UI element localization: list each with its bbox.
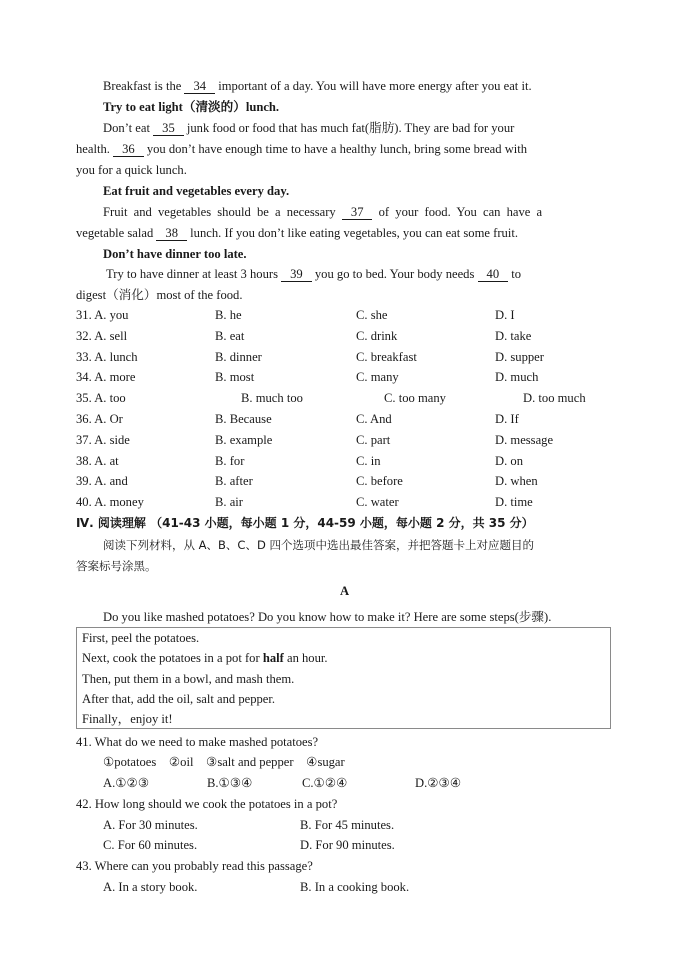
option-d: D. too much (523, 391, 586, 406)
heading-fruit-vegetables: Eat fruit and vegetables every day. (103, 184, 290, 198)
option-n: 37. A. side (76, 432, 130, 447)
option-row (76, 367, 616, 387)
text: half (262, 651, 284, 665)
passage-line-6 (76, 223, 518, 243)
option-n: 31. A. you (76, 308, 129, 322)
option-b: B. air (215, 495, 243, 510)
option-d: D. take (495, 328, 532, 343)
text: Don’t eat (103, 121, 154, 135)
text: lunch. If you don’t like eating vegetables, you can eat some fruit. (187, 226, 518, 240)
option-d: D. message (495, 432, 554, 447)
heading-light-lunch: Try to eat light（清淡的）lunch. (103, 100, 280, 114)
text: Try to have dinner at least 3 hours (106, 267, 282, 281)
option-row (76, 347, 616, 367)
option-n: 33. A. lunch (76, 349, 138, 364)
q41-option-d: D.②③④ (415, 776, 462, 790)
step-2 (82, 648, 328, 668)
option-c: C. before (356, 474, 403, 489)
option-d: D. I (495, 308, 515, 322)
text: you don’t have enough time to have a healthy lunch, bring some bread with (143, 142, 528, 156)
blank-36: 36 (113, 142, 144, 157)
passage-line-1 (103, 76, 613, 96)
q42-option-d: D. For 90 minutes. (300, 838, 395, 852)
option-n: 36. A. Or (76, 412, 123, 426)
option-b: B. dinner (215, 349, 262, 364)
option-b: B. example (215, 432, 273, 447)
blank-40: 40 (478, 267, 509, 282)
passage-label: A (340, 584, 350, 598)
option-row (76, 305, 616, 325)
blank-35: 35 (153, 121, 184, 136)
option-n: 40. A. money (76, 495, 144, 510)
option-row (76, 430, 616, 450)
question-43: 43. Where can you probably read this passage? (76, 859, 313, 873)
option-b: B. much too (241, 391, 303, 406)
option-b: B. most (215, 370, 255, 385)
section-4-instruction-1: 阅读下列材料，从 A、B、C、D 四个选项中选出最佳答案，并把答题卡上对应题目的 (103, 538, 534, 552)
step-5: Finally，enjoy it! (82, 712, 173, 726)
q41-option-c: C.①②④ (302, 776, 348, 790)
passage-line-8: digest（消化）most of the food. (76, 288, 243, 302)
option-c: C. part (356, 432, 391, 447)
option-c: C. in (356, 453, 381, 468)
q41-option-b: B.①③④ (207, 776, 253, 790)
section-4-instruction-2: 答案标号涂黑。 (76, 559, 157, 573)
option-b: B. eat (215, 328, 245, 343)
step-1: First, peel the potatoes. (82, 631, 200, 645)
text: you go to bed. Your body needs (311, 267, 478, 281)
passage-line-7 (106, 264, 616, 284)
option-row (76, 492, 616, 512)
blank-39: 39 (281, 267, 312, 282)
section-4-title: Ⅳ. 阅读理解 （41-43 小题，每小题 1 分，44-59 小题，每小题 2 分，共 35 分） (76, 516, 534, 530)
option-d: D. on (495, 453, 523, 468)
option-n: 32. A. sell (76, 328, 128, 343)
q42-option-b: B. For 45 minutes. (300, 818, 395, 832)
option-row (76, 471, 616, 491)
option-d: D. when (495, 474, 538, 489)
passage-line-4: you for a quick lunch. (76, 163, 187, 177)
passage-line-5 (103, 202, 613, 222)
steps-box (76, 627, 611, 729)
option-b: B. Because (215, 412, 272, 426)
option-n: 34. A. more (76, 370, 136, 385)
question-41-items: ①potatoes ②oil ③salt and pepper ④sugar (103, 755, 345, 769)
blank-38: 38 (156, 226, 187, 241)
option-c: C. And (356, 412, 392, 426)
option-d: D. time (495, 495, 533, 510)
text: Fruit and vegetables should be a necessary (103, 205, 342, 219)
text: of your food. You can have a (372, 205, 543, 219)
option-row (76, 388, 616, 408)
q42-option-a: A. For 30 minutes. (103, 818, 198, 832)
option-row (76, 326, 616, 346)
step-3: Then, put them in a bowl, and mash them. (82, 672, 295, 686)
option-row (76, 409, 616, 429)
passage-a-intro: Do you like mashed potatoes? Do you know how to make it? Here are some steps(步骤). (103, 610, 552, 624)
question-42: 42. How long should we cook the potatoes in a pot? (76, 797, 338, 811)
option-n: 38. A. at (76, 453, 119, 468)
passage-line-2 (103, 118, 613, 138)
option-c: C. she (356, 308, 388, 322)
option-c: C. water (356, 495, 399, 510)
q43-option-a: A. In a story book. (103, 880, 198, 894)
text: to (508, 267, 522, 281)
step-4: After that, add the oil, salt and pepper. (82, 692, 276, 706)
text: Breakfast is the (103, 79, 185, 93)
blank-34: 34 (184, 79, 215, 94)
option-b: B. after (215, 474, 253, 489)
option-d: D. If (495, 412, 519, 426)
option-d: D. supper (495, 349, 544, 364)
passage-line-3 (76, 139, 527, 159)
q42-option-c: C. For 60 minutes. (103, 838, 198, 852)
option-c: C. many (356, 370, 399, 385)
option-row (76, 451, 616, 471)
text: Next, cook the potatoes in a pot for (82, 651, 263, 665)
option-n: 35. A. too (76, 391, 126, 406)
option-c: C. too many (384, 391, 446, 406)
option-c: C. drink (356, 328, 398, 343)
q41-option-a: A.①②③ (103, 776, 150, 790)
heading-dinner: Don’t have dinner too late. (103, 247, 247, 261)
option-d: D. much (495, 370, 539, 385)
option-n: 39. A. and (76, 474, 128, 489)
question-41: 41. What do we need to make mashed potatoes? (76, 735, 319, 749)
text: junk food or food that has much fat(脂肪). They are bad for your (183, 121, 515, 135)
blank-37: 37 (342, 205, 373, 220)
text: an hour. (283, 651, 328, 665)
text: vegetable salad (76, 226, 157, 240)
q43-option-b: B. In a cooking book. (300, 880, 410, 894)
text: health. (76, 142, 114, 156)
option-c: C. breakfast (356, 349, 417, 364)
option-b: B. he (215, 308, 242, 322)
text: important of a day. You will have more energy after you eat it. (215, 79, 532, 93)
option-b: B. for (215, 453, 245, 468)
